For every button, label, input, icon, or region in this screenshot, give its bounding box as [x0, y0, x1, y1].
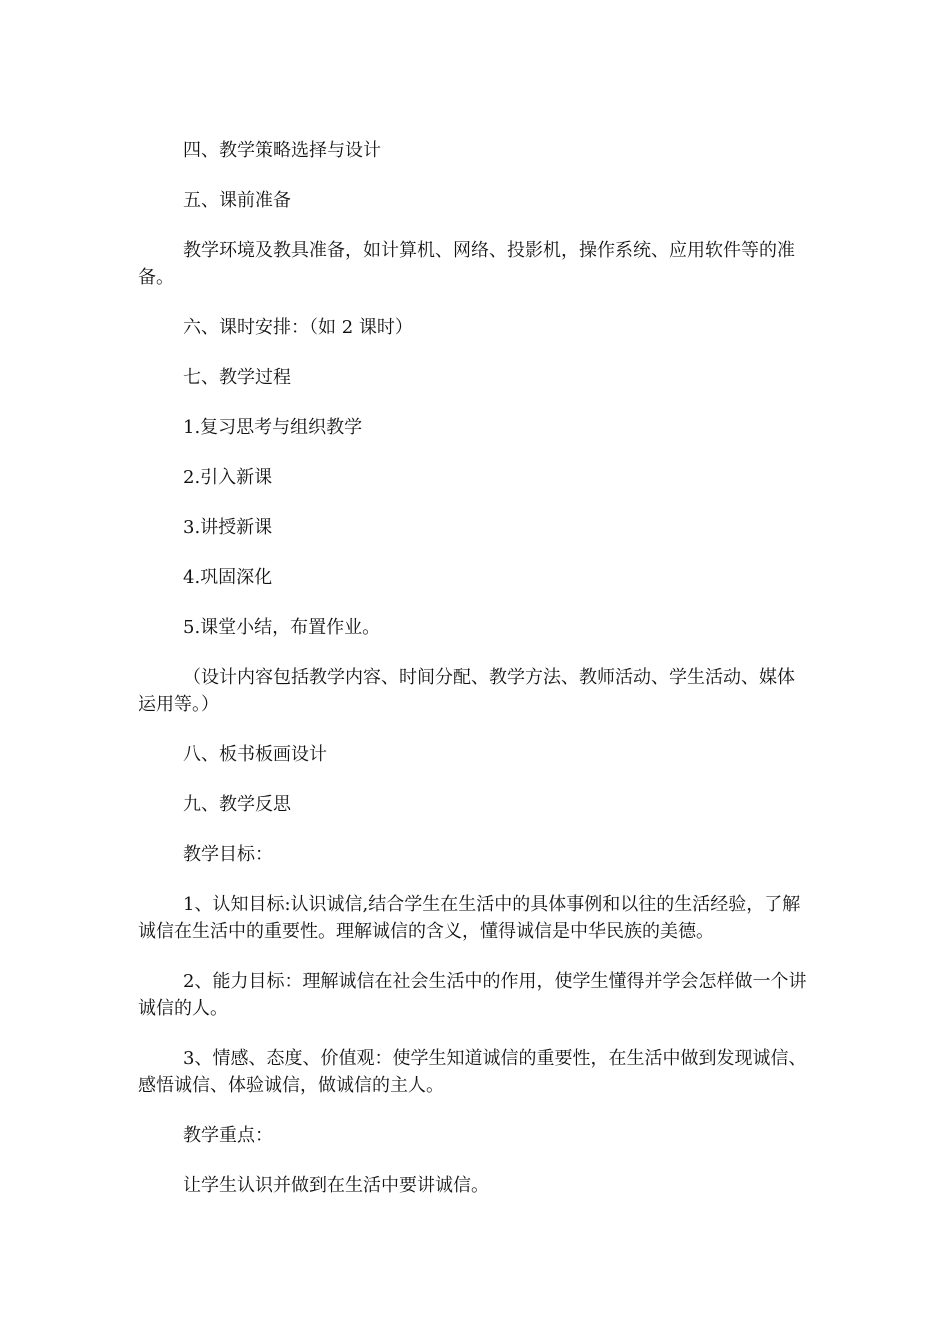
paragraph-key-point: 让学生认识并做到在生活中要讲诚信。 — [183, 1175, 489, 1196]
process-step-2: 2.引入新课 — [183, 467, 273, 488]
paragraph-environment: 教学环境及教具准备，如计算机、网络、投影机，操作系统、应用软件等的准备。 — [138, 240, 795, 288]
heading-preparation: 五、课前准备 — [183, 190, 291, 211]
heading-objectives: 教学目标： — [183, 844, 273, 865]
document-body — [138, 137, 810, 1222]
objective-cognitive: 1、认知目标:认识诚信,结合学生在生活中的具体事例和以往的生活经验，了解诚信在生活中的重要性。理解诚信的含义，懂得诚信是中华民族的美德。 — [138, 894, 801, 942]
objective-ability: 2、能力目标：理解诚信在社会生活中的作用，使学生懂得并学会怎样做一个讲诚信的人。 — [138, 971, 807, 1019]
process-step-3: 3.讲授新课 — [183, 517, 273, 538]
process-step-1: 1.复习思考与组织教学 — [183, 417, 363, 438]
objective-affective: 3、情感、态度、价值观：使学生知道诚信的重要性，在生活中做到发现诚信、感悟诚信、体验诚信，做诚信的主人。 — [138, 1048, 807, 1096]
paragraph-design-note: （设计内容包括教学内容、时间分配、教学方法、教师活动、学生活动、媒体运用等。） — [138, 667, 795, 715]
heading-key-points: 教学重点： — [183, 1125, 273, 1146]
heading-reflection: 九、教学反思 — [183, 794, 291, 815]
heading-process: 七、教学过程 — [183, 367, 291, 388]
process-step-4: 4.巩固深化 — [183, 567, 273, 588]
process-step-5: 5.课堂小结，布置作业。 — [183, 617, 381, 638]
heading-schedule: 六、课时安排：（如 2 课时） — [183, 317, 413, 338]
heading-strategy: 四、教学策略选择与设计 — [183, 140, 381, 161]
heading-board-design: 八、板书板画设计 — [183, 744, 327, 765]
